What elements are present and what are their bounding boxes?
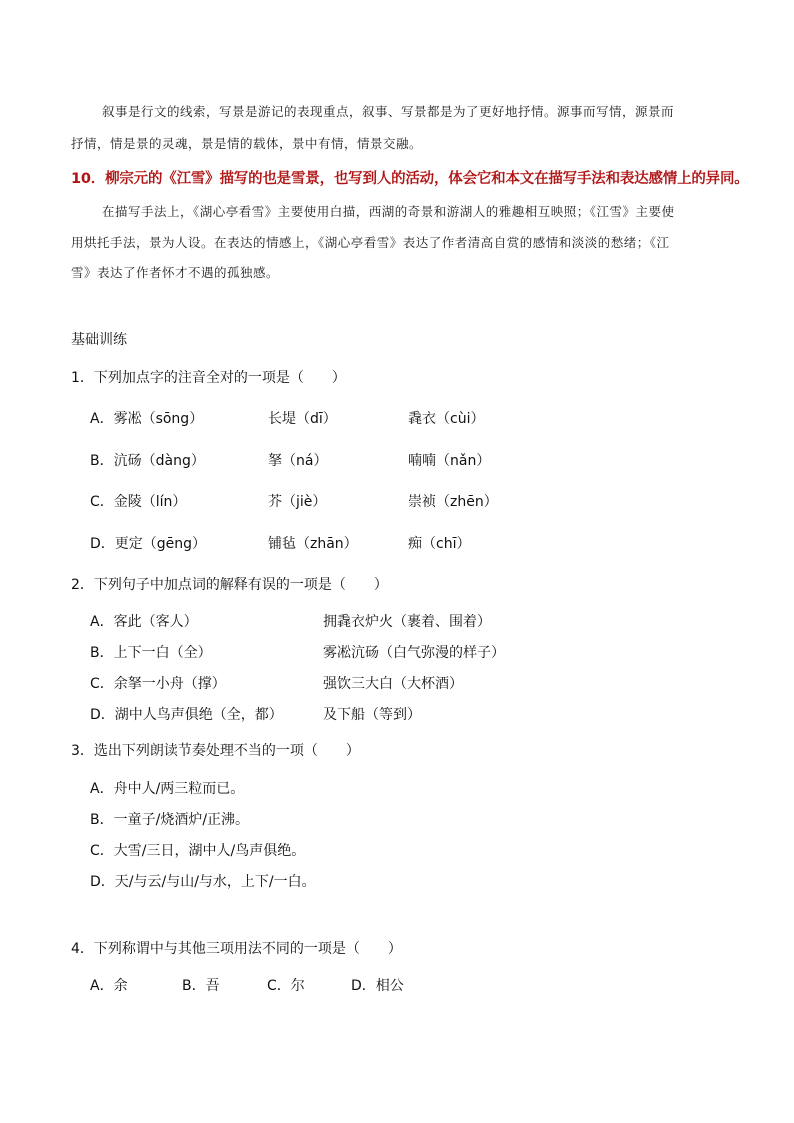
q2-option-d-col2: 及下船（等到） (323, 707, 421, 723)
section-title: 基础训练 (71, 332, 127, 348)
analysis-paragraph-2-line-2: 用烘托手法，景为人设。在表达的情感上，《湖心亭看雪》表达了作者清高自赏的感情和淡淡的愁绪；《江 (71, 235, 670, 250)
q4-option-d: D．相公 (351, 978, 404, 994)
q2-option-d-col1: D．湖中人鸟声俱绝（全，都） (90, 707, 283, 723)
q2-option-a-col1: A．客此（客人） (90, 614, 198, 630)
question-10-heading: 10．柳宗元的《江雪》描写的也是雪景，也写到人的活动，体会它和本文在描写手法和表达感情上的异同。 (71, 171, 749, 187)
q4-option-b: B．吾 (182, 978, 220, 994)
q2-option-a-col2: 拥毳衣炉火（裹着、围着） (323, 614, 491, 630)
q1-option-b-col1: B．沆砀（dàng） (90, 453, 205, 469)
q1-option-c-col3: 崇祯（zhēn） (408, 494, 498, 510)
q1-option-c-col2: 芥（jiè） (268, 494, 327, 510)
q1-option-d-col1: D．更定（gēng） (90, 536, 207, 552)
q3-option-a: A．舟中人/两三粒而已。 (90, 781, 245, 797)
q1-option-a-col2: 长堤（dī） (268, 411, 337, 427)
q2-option-b-col1: B．上下一白（全） (90, 645, 212, 661)
q1-option-a-col3: 毳衣（cùi） (408, 411, 485, 427)
analysis-paragraph-2-line-3: 雪》表达了作者怀才不遇的孤独感。 (71, 265, 280, 280)
q2-option-c-col1: C．余拏一小舟（撑） (90, 676, 226, 692)
analysis-paragraph-1-line-1: 叙事是行文的线索，写景是游记的表现重点，叙事、写景都是为了更好地抒情。源事而写情，源景而 (102, 104, 675, 119)
question-1-stem: 1．下列加点字的注音全对的一项是（ ） (71, 370, 346, 386)
q3-option-d: D．天/与云/与山/与水，上下/一白。 (90, 874, 316, 890)
q4-option-a: A．余 (90, 978, 128, 994)
q2-option-c-col2: 强饮三大白（大杯酒） (323, 676, 463, 692)
analysis-paragraph-1-line-2: 抒情，情是景的灵魂，景是情的载体，景中有情，情景交融。 (71, 136, 423, 151)
question-4-stem: 4．下列称谓中与其他三项用法不同的一项是（ ） (71, 941, 402, 957)
q3-option-b: B．一童子/烧酒炉/正沸。 (90, 812, 250, 828)
q1-option-b-col2: 拏（ná） (268, 453, 328, 469)
question-2-stem: 2．下列句子中加点词的解释有误的一项是（ ） (71, 577, 388, 593)
q1-option-d-col2: 铺毡（zhān） (268, 536, 358, 552)
q1-option-d-col3: 痴（chī） (408, 536, 471, 552)
q1-option-a-col1: A．雾凇（sōng） (90, 411, 204, 427)
q1-option-c-col1: C．金陵（lín） (90, 494, 187, 510)
q1-option-b-col3: 喃喃（nǎn） (408, 453, 491, 469)
q3-option-c: C．大雪/三日，湖中人/鸟声俱绝。 (90, 843, 306, 859)
question-3-stem: 3．选出下列朗读节奏处理不当的一项（ ） (71, 743, 360, 759)
analysis-paragraph-2-line-1: 在描写手法上，《湖心亭看雪》主要使用白描，西湖的奇景和游湖人的雅趣相互映照；《江雪》主要使 (102, 204, 675, 219)
q2-option-b-col2: 雾凇沆砀（白气弥漫的样子） (323, 645, 505, 661)
q4-option-c: C．尔 (267, 978, 305, 994)
